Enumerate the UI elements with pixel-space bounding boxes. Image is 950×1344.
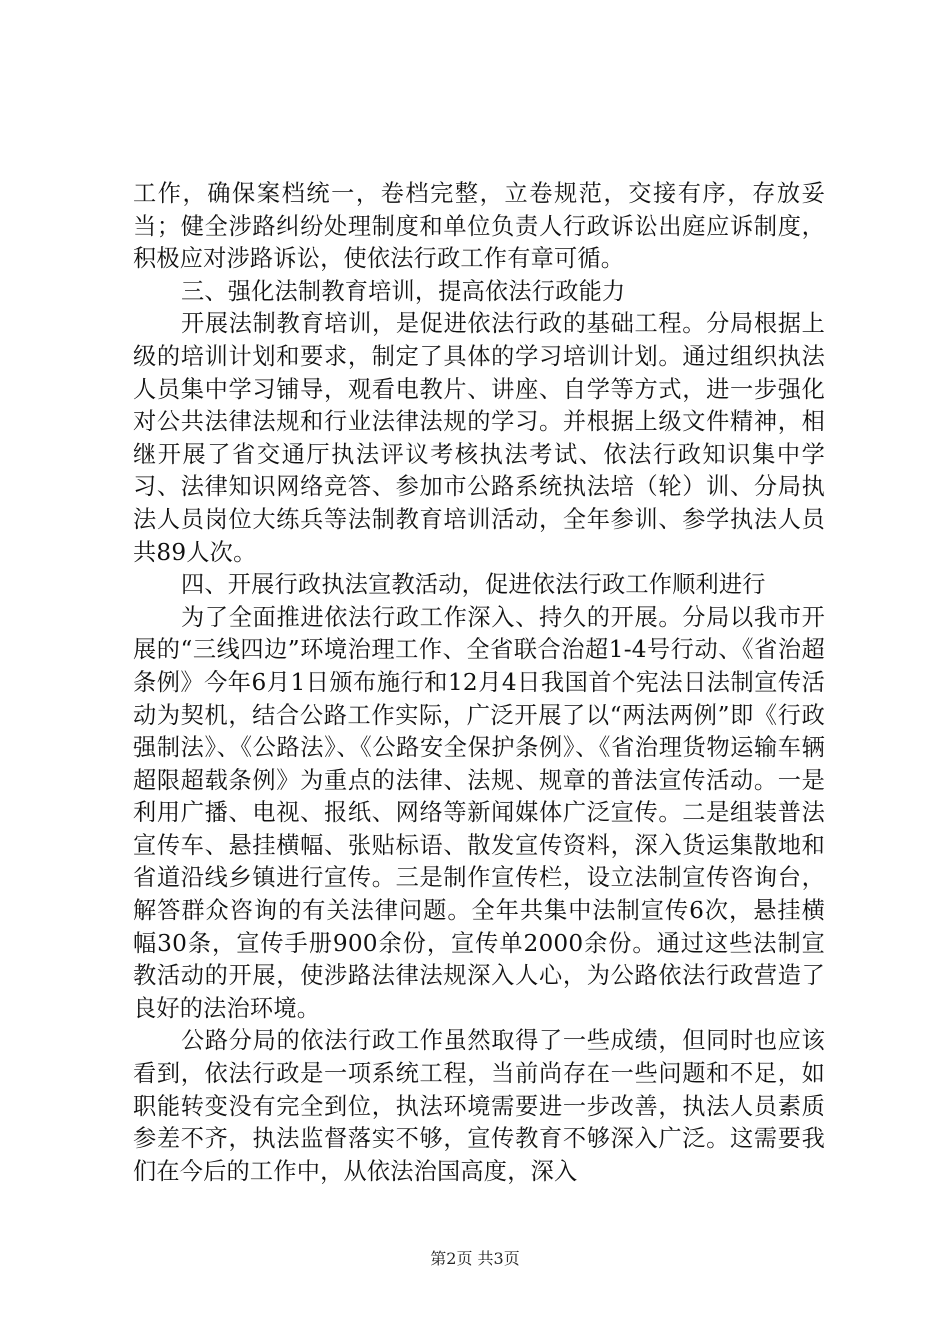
section-heading-4: 四、开展行政执法宣教活动，促进依法行政工作顺利进行 (181, 571, 766, 599)
paragraph-training: 开展法制教育培训，是促进依法行政的基础工程。分局根据上级的培训计划和要求，制定了具体的学习培训计划。通过组织执法人员集中学习铺导，观看电教片、讲座、自学等方式，进一步强化对公共法律法规和行业法律法规的学习。并根据上级文件精神，相继开展了省交通厅执法评议考核执法考试、依法行政知识集中学习、法律知识网络竞答、参加市公路系统执法培（轮）训、分局执法人员岗位大练兵等法制教育培训活动，全年参训、参学执法人员共89人次。 (133, 310, 825, 566)
page-number-footer: 第2页 共3页 (430, 1249, 520, 1268)
paragraph-publicity: 为了全面推进依法行政工作深入、持久的开展。分局以我市开展的“三线四边”环境治理工作、全省联合治超1-4号行动、《省治超条例》今年6月1日颁布施行和12月4日我国首个宪法日法制宣传活动为契机，结合公路工作实际，广泛开展了以“两法两例”即《行政强制法》、《公路法》、《公路安全保护条例》、《省治理货物运输车辆超限超载条例》为重点的法律、法规、规章的普法宣传活动。一是利用广播、电视、报纸、网络等新闻媒体广泛宣传。二是组装普法宣传车、悬挂横幅、张贴标语、散发宣传资料，深入货运集散地和省道沿线乡镇进行宣传。三是制作宣传栏，设立法制宣传咨询台，解答群众咨询的有关法律问题。全年共集中法制宣传6次，悬挂横幅30条，宣传手册900余份，宣传单2000余份。通过这些法制宣教活动的开展，使涉路法律法规深入人心，为公路依法行政营造了良好的法治环境。 (133, 603, 825, 1022)
section-heading-3: 三、强化法制教育培训，提高依法行政能力 (181, 277, 626, 305)
paragraph-continuation: 工作，确保案档统一，卷档完整，立卷规范，交接有序，存放妥当；健全涉路纠纷处理制度和单位负责人行政诉讼出庭应诉制度，积极应对涉路诉讼，使依法行政工作有章可循。 (133, 180, 825, 273)
document-body (133, 178, 825, 1188)
paragraph-shortcomings: 公路分局的依法行政工作虽然取得了一些成绩，但同时也应该看到，依法行政是一项系统工程，当前尚存在一些问题和不足，如职能转变没有完全到位，执法环境需要进一步改善，执法人员素质参差不齐，执法监督落实不够，宣传教育不够深入广泛。这需要我们在今后的工作中，从依法治国高度，深入 (133, 1027, 825, 1185)
